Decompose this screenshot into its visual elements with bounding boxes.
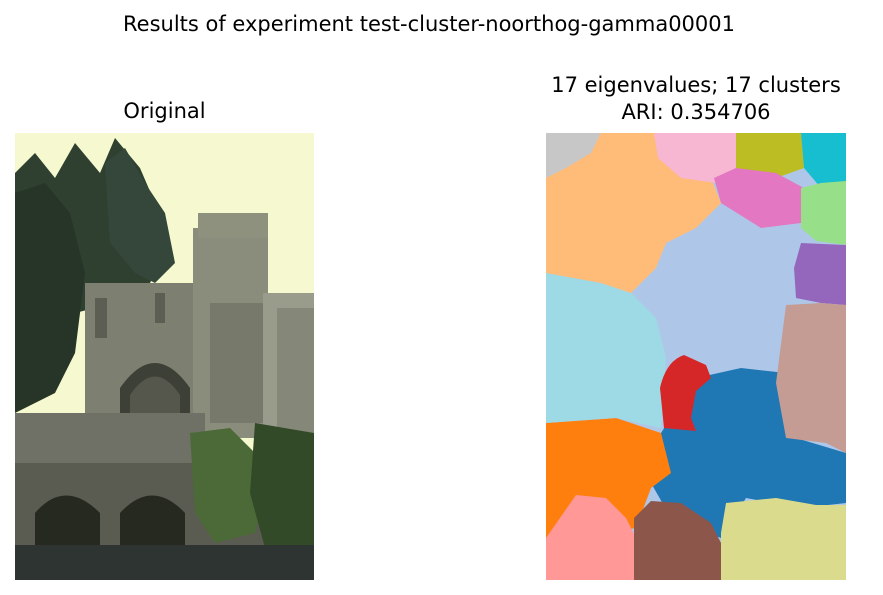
cluster-region-8 — [794, 243, 846, 305]
castle-photo — [15, 133, 314, 580]
original-image — [15, 133, 314, 580]
ari-score-label: ARI: 0.354706 — [621, 100, 771, 124]
clusters-panel-title — [546, 72, 846, 126]
water — [15, 545, 314, 580]
original-panel-title: Original — [123, 99, 206, 123]
cluster-region-10 — [776, 303, 846, 453]
cluster-map — [546, 133, 846, 580]
figure-title: Results of experiment test-cluster-noorthog-gamma00001 — [123, 12, 735, 36]
cluster-region-16 — [721, 498, 846, 580]
clusters-count-label: 17 eigenvalues; 17 clusters — [551, 73, 841, 97]
